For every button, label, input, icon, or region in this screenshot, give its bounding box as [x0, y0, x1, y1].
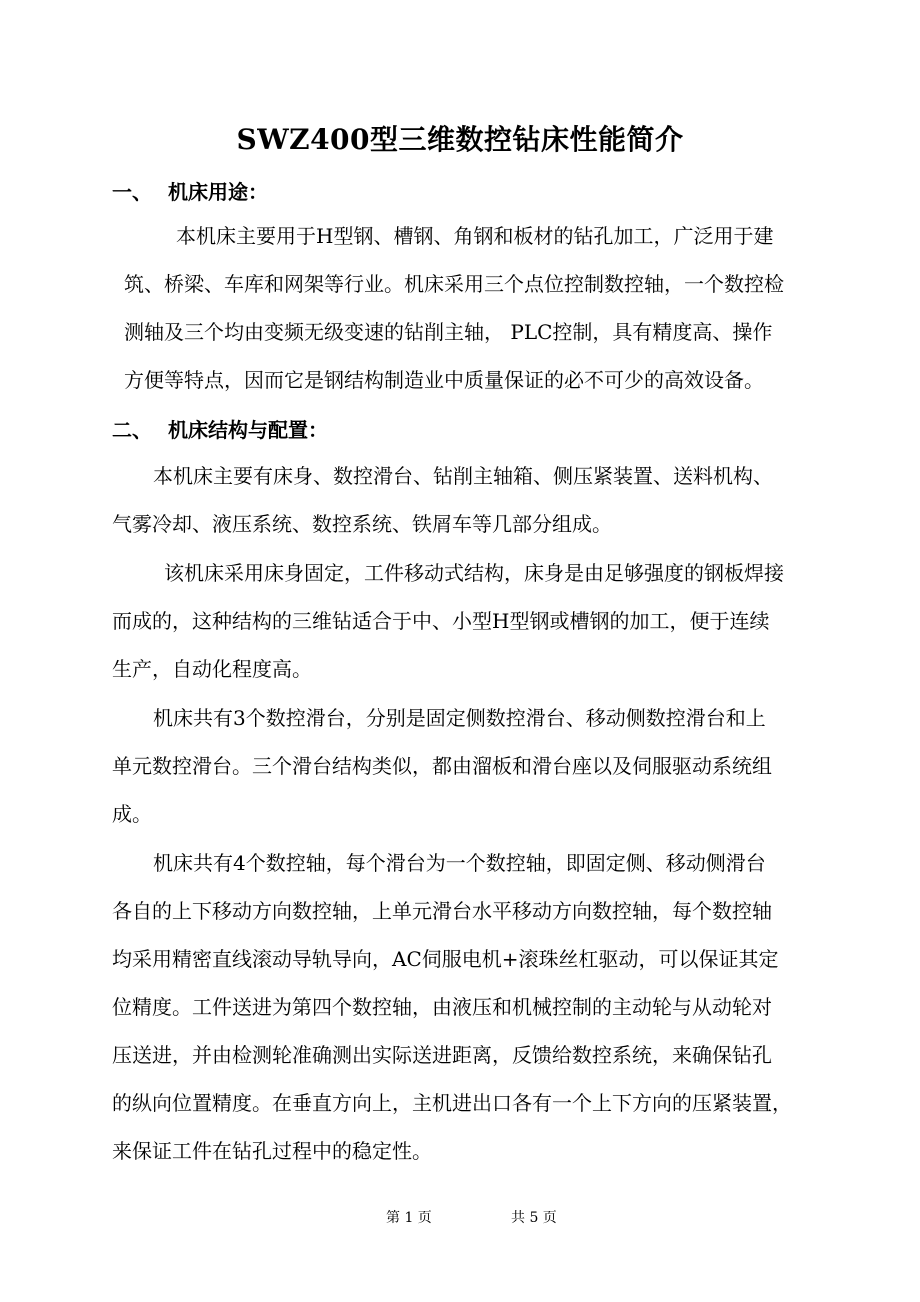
section-2-title: 机床结构与配置：	[168, 418, 328, 442]
section-1-line-1: 本机床主要用于H型钢、槽钢、角钢和板材的钻孔加工，广泛用于建	[176, 224, 774, 248]
para-1-line-1: 本机床主要有床身、数控滑台、钻削主轴箱、侧压紧装置、送料机构、	[153, 464, 773, 488]
section-1-heading	[112, 176, 268, 205]
para-4-line-1: 机床共有4个数控轴，每个滑台为一个数控轴，即固定侧、移动侧滑台	[153, 851, 766, 875]
para-3-line-2: 单元数控滑台。三个滑台结构类似，都由溜板和滑台座以及伺服驱动系统组	[112, 754, 772, 778]
page-total: 共 5 页	[511, 1210, 557, 1226]
section-1-title: 机床用途：	[168, 180, 268, 204]
section-2-number: 二、	[112, 418, 152, 442]
para-2-line-1: 该机床采用床身固定，工件移动式结构，床身是由足够强度的钢板焊接	[164, 561, 784, 585]
para-1-line-2: 气雾冷却、液压系统、数控系统、铁屑车等几部分组成。	[112, 512, 612, 536]
para-4-line-7: 来保证工件在钻孔过程中的稳定性。	[112, 1139, 432, 1163]
para-4-line-2: 各自的上下移动方向数控轴，上单元滑台水平移动方向数控轴，每个数控轴	[112, 899, 772, 923]
section-1-line-4: 方便等特点，因而它是钢结构制造业中质量保证的必不可少的高效设备。	[124, 368, 764, 392]
para-4-line-5: 压送进，并由检测轮准确测出实际送进距离，反馈给数控系统，来确保钻孔	[112, 1043, 772, 1067]
document-title: SWZ400型三维数控钻床性能简介	[236, 123, 684, 156]
section-1-line-2: 筑、桥梁、车库和网架等行业。机床采用三个点位控制数控轴，一个数控检	[124, 272, 784, 296]
page-number: 第 1 页	[386, 1210, 432, 1226]
para-3-line-1: 机床共有3个数控滑台，分别是固定侧数控滑台、移动侧数控滑台和上	[153, 706, 766, 730]
section-1-number: 一、	[112, 180, 152, 204]
section-2-heading	[112, 414, 328, 443]
para-4-line-4: 位精度。工件送进为第四个数控轴，由液压和机械控制的主动轮与从动轮对	[112, 995, 772, 1019]
para-3-line-3: 成。	[112, 802, 152, 826]
para-2-line-2: 而成的，这种结构的三维钻适合于中、小型H型钢或槽钢的加工，便于连续	[112, 609, 770, 633]
para-2-line-3: 生产，自动化程度高。	[112, 657, 312, 681]
para-4-line-6: 的纵向位置精度。在垂直方向上，主机进出口各有一个上下方向的压紧装置，	[112, 1091, 792, 1115]
para-4-line-3: 均采用精密直线滚动导轨导向，AC伺服电机+滚珠丝杠驱动，可以保证其定	[112, 947, 779, 971]
section-1-line-3: 测轴及三个均由变频无级变速的钻削主轴， PLC控制，具有精度高、操作	[124, 320, 773, 344]
